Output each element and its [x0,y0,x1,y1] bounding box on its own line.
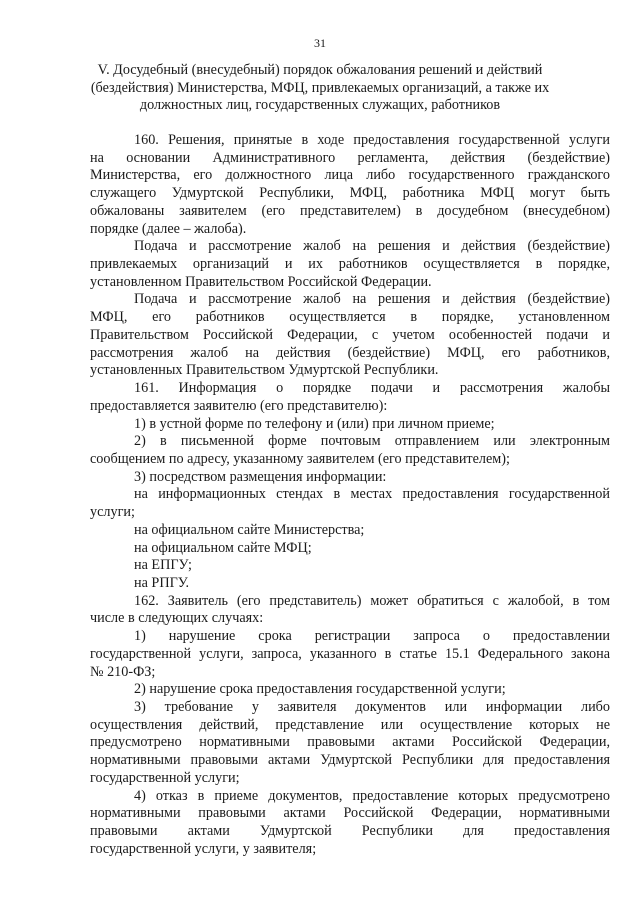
text-line: Подача и рассмотрение жалоб на решения и действия (бездействие) [134,238,610,255]
text-line: установленных Правительством Удмуртской Республики. [90,362,439,379]
text-line: 1) нарушение срока регистрации запроса о предоставлении [134,628,610,645]
text-line: Министерства, его должностного лица либо государственного гражданского [90,167,610,184]
body-text [90,132,610,858]
text-line: обжалованы заявителем (его представителем) в досудебном (внесудебном) [90,202,610,219]
text-line: числе в следующих случаях: [90,610,264,627]
text-line: 160. Решения, принятые в ходе предоставления государственной услуги [134,132,610,148]
text-line: 2) нарушение срока предоставления государственной услуги; [134,681,506,698]
text-line: Подача и рассмотрение жалоб на решения и действия (бездействие) [134,291,610,308]
text-line: 161. Информация о порядке подачи и рассмотрения жалобы [134,380,610,397]
text-line: 3) требование у заявителя документов или информации либо [134,699,610,715]
text-line: правовыми актами Удмуртской Республики для предоставления [90,823,610,840]
heading-line: должностных лиц, государственных служащих, работников [139,97,501,113]
text-line: на РПГУ. [134,574,190,591]
text-line: услуги; [90,504,135,521]
text-line: сообщением по адресу, указанному заявителем (его представителем); [90,450,510,467]
text-line: служащего Удмуртской Республики, МФЦ, работника МФЦ могут быть [90,185,610,202]
text-line: государственной услуги; [90,769,240,786]
text-line: государственной услуги, у заявителя; [90,840,317,857]
heading-line: (бездействия) Министерства, МФЦ, привлекаемых организаций, а также их [90,79,550,96]
heading-line: V. Досудебный (внесудебный) порядок обжалования решений и действий [97,62,543,78]
text-line: 1) в устной форме по телефону и (или) при личном приеме; [134,415,495,432]
text-line: привлекаемых организаций и их работников осуществляется в порядке, [90,256,610,273]
text-line: на основании Административного регламента, действия (бездействие) [90,149,610,166]
text-line: рассмотрения жалоб на действия (бездействие) МФЦ, его работников, [90,344,610,361]
text-line: 2) в письменной форме почтовым отправлением или электронным [134,433,610,450]
text-line: 3) посредством размещения информации: [134,468,387,485]
text-line: предоставляется заявителю (его представителю): [90,397,388,414]
text-line: на официальном сайте МФЦ; [134,539,312,556]
text-line: на официальном сайте Министерства; [134,521,365,538]
text-line: установленном Правительством Российской Федерации. [90,273,432,290]
text-line: осуществления действий, представление или осуществление которых не [90,716,610,733]
text-line: порядке (далее – жалоба). [90,220,247,237]
text-line: на ЕПГУ; [134,557,192,574]
text-line: нормативными правовыми актами Удмуртской Республики для предоставления [90,752,610,769]
text-line: Правительством Российской Федерации, с учетом особенностей подачи и [90,326,610,343]
text-line: 162. Заявитель (его представитель) может обратиться с жалобой, в том [134,592,610,609]
text-line: предусмотрено нормативными правовыми актами Российской Федерации, [90,734,610,751]
text-line: нормативными правовыми актами Российской Федерации, нормативными [90,805,610,822]
text-line: МФЦ, его работников осуществляется в порядке, установленном [90,309,610,326]
section-heading [90,62,550,115]
text-line: № 210-ФЗ; [90,663,156,680]
page-number: 31 [314,36,326,50]
text-line: 4) отказ в приеме документов, предоставление которых предусмотрено [134,787,610,804]
text-line: на информационных стендах в местах предоставления государственной [134,486,610,503]
text-line: государственной услуги, запроса, указанного в статье 15.1 Федерального закона [90,645,610,662]
